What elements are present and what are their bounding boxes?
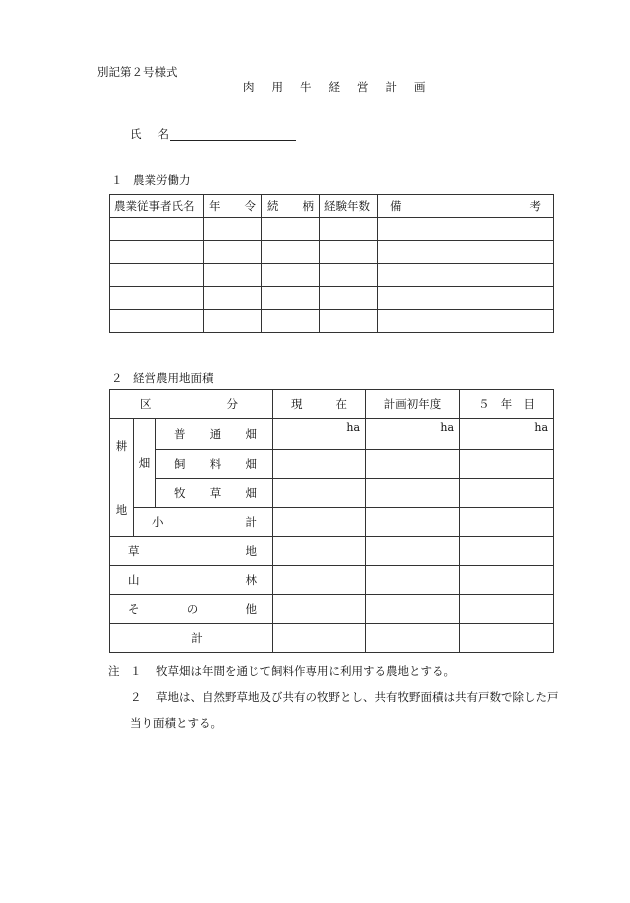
notes-label: 注 bbox=[108, 664, 120, 678]
labor-table-row bbox=[110, 264, 554, 287]
cultivated-label: 耕 地 bbox=[110, 419, 134, 537]
note-text-continued: 当り面積とする。 bbox=[130, 716, 222, 730]
labor-cell[interactable] bbox=[110, 310, 204, 333]
col-remarks: 備 考 bbox=[378, 195, 554, 218]
document-title: 肉用牛経営計画 bbox=[243, 80, 443, 94]
labor-table-row bbox=[110, 310, 554, 333]
col-experience: 経験年数 bbox=[320, 195, 378, 218]
labor-cell[interactable] bbox=[262, 264, 320, 287]
col-year5: ５ 年 目 bbox=[460, 390, 554, 419]
col-current: 現 在 bbox=[273, 390, 366, 419]
row-pasture-field: 牧 草 畑 bbox=[110, 479, 554, 508]
labor-cell[interactable] bbox=[378, 310, 554, 333]
section1-heading bbox=[111, 172, 191, 188]
note-2 bbox=[108, 684, 559, 710]
labor-cell[interactable] bbox=[204, 241, 262, 264]
cell-unit[interactable]: ha bbox=[460, 419, 554, 450]
row-subtotal: 小 計 bbox=[110, 508, 554, 537]
labor-table-row bbox=[110, 241, 554, 264]
labor-cell[interactable] bbox=[378, 241, 554, 264]
col-relation: 続 柄 bbox=[262, 195, 320, 218]
labor-cell[interactable] bbox=[320, 310, 378, 333]
note-number: １ bbox=[130, 664, 142, 678]
row-other: そ の 他 bbox=[110, 595, 554, 624]
col-plan-first-year: 計画初年度 bbox=[366, 390, 460, 419]
labor-cell[interactable] bbox=[110, 264, 204, 287]
farmland-table-header bbox=[110, 390, 554, 419]
labor-cell[interactable] bbox=[320, 241, 378, 264]
labor-cell[interactable] bbox=[262, 218, 320, 241]
col-category: 区 分 bbox=[110, 390, 273, 419]
row-grassland: 草 地 bbox=[110, 537, 554, 566]
total-label: 計 bbox=[110, 624, 273, 653]
form-label: 別記第２号様式 bbox=[97, 65, 178, 79]
cell-unit[interactable]: ha bbox=[366, 419, 460, 450]
labor-table bbox=[109, 194, 554, 333]
labor-cell[interactable] bbox=[378, 218, 554, 241]
name-field-label: 氏名 bbox=[130, 127, 185, 141]
note-2-continued bbox=[108, 710, 559, 736]
labor-table-header bbox=[110, 195, 554, 218]
row-total bbox=[110, 624, 554, 653]
note-text: 草地は、自然野草地及び共有の牧野とし、共有牧野面積は共有戸数で除した戸 bbox=[156, 690, 559, 704]
note-text: 牧草畑は年間を通じて飼料作専用に利用する農地とする。 bbox=[156, 664, 455, 678]
section2-heading bbox=[111, 370, 214, 386]
farmland-table bbox=[109, 389, 554, 653]
section2-number: ２ bbox=[111, 371, 123, 385]
labor-cell[interactable] bbox=[110, 241, 204, 264]
labor-table-row bbox=[110, 218, 554, 241]
col-worker-name: 農業従事者氏名 bbox=[110, 195, 204, 218]
row-feed-field: 飼 料 畑 bbox=[110, 450, 554, 479]
labor-cell[interactable] bbox=[320, 287, 378, 310]
labor-cell[interactable] bbox=[262, 241, 320, 264]
section2-title: 経営農用地面積 bbox=[133, 371, 214, 385]
row-ordinary-field: 耕 地 畑 普 通 畑 ha ha ha bbox=[110, 419, 554, 450]
labor-cell[interactable] bbox=[110, 287, 204, 310]
labor-cell[interactable] bbox=[262, 310, 320, 333]
field-label: 畑 bbox=[134, 419, 156, 508]
labor-cell[interactable] bbox=[204, 310, 262, 333]
labor-cell[interactable] bbox=[204, 264, 262, 287]
labor-cell[interactable] bbox=[262, 287, 320, 310]
labor-cell[interactable] bbox=[378, 264, 554, 287]
row-forest: 山 林 bbox=[110, 566, 554, 595]
labor-cell[interactable] bbox=[320, 218, 378, 241]
labor-cell[interactable] bbox=[320, 264, 378, 287]
section1-title: 農業労働力 bbox=[133, 173, 191, 187]
cell-unit[interactable]: ha bbox=[273, 419, 366, 450]
notes bbox=[108, 658, 559, 736]
section1-number: １ bbox=[111, 173, 123, 187]
labor-table-row bbox=[110, 287, 554, 310]
name-field-line[interactable] bbox=[170, 140, 296, 141]
col-age: 年 令 bbox=[204, 195, 262, 218]
note-number: ２ bbox=[130, 690, 142, 704]
labor-cell[interactable] bbox=[110, 218, 204, 241]
labor-cell[interactable] bbox=[204, 287, 262, 310]
note-1 bbox=[108, 658, 559, 684]
labor-cell[interactable] bbox=[204, 218, 262, 241]
labor-cell[interactable] bbox=[378, 287, 554, 310]
